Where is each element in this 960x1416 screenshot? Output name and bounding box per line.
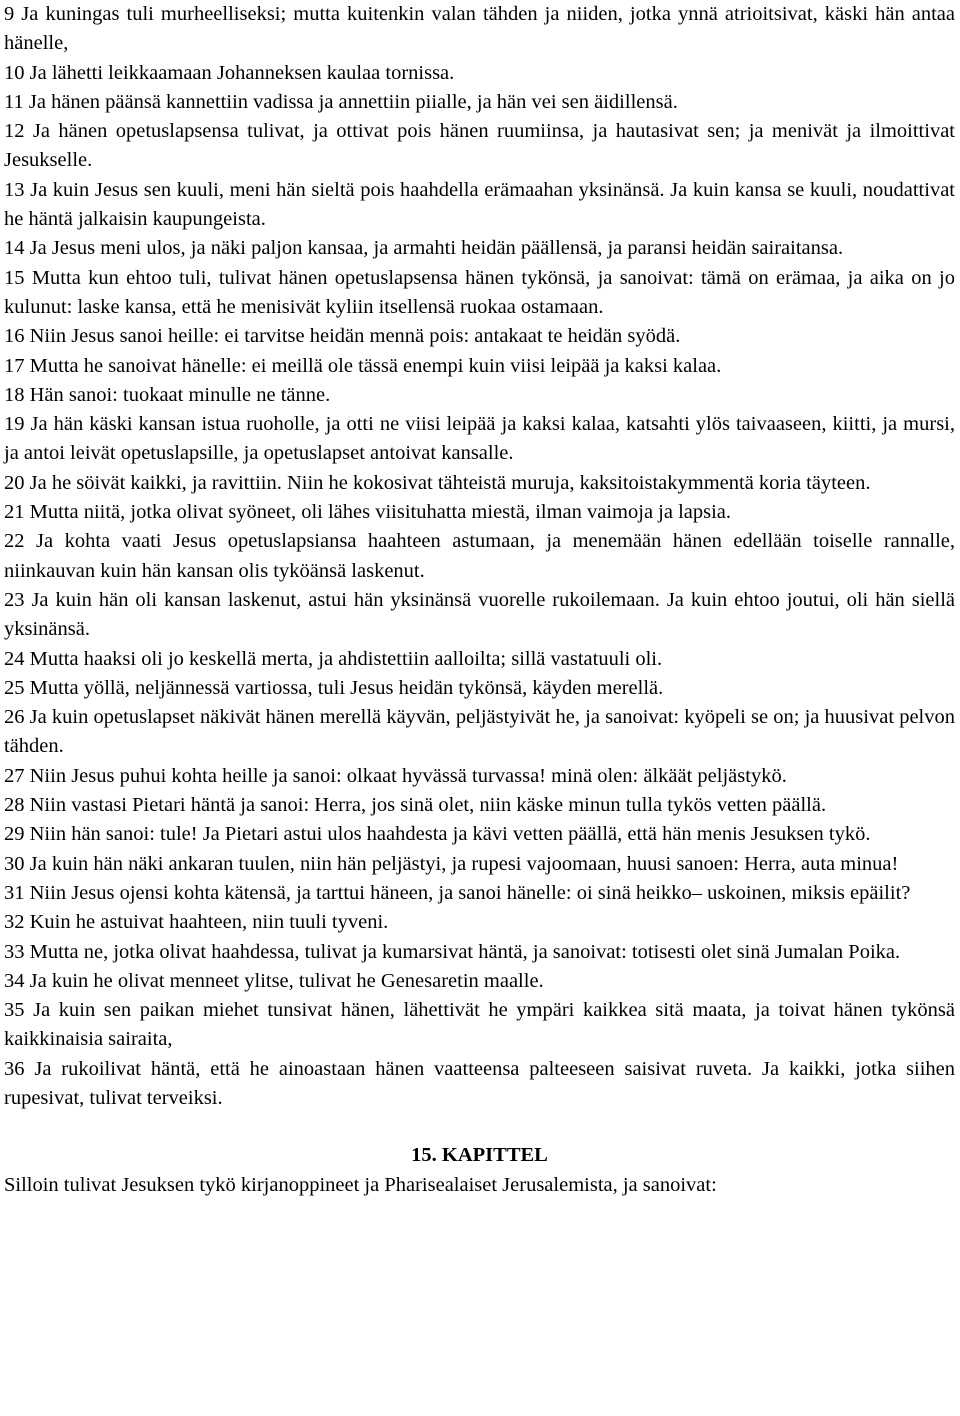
verse-10: 10 Ja lähetti leikkaamaan Johanneksen kaulaa tornissa. <box>4 61 455 84</box>
verse-22: 22 Ja kohta vaati Jesus opetuslapsiansa haahteen astumaan, ja menemään hänen edellään toiselle rannalle, niinkauvan kuin hän kansan olis tyköänsä laskenut. <box>4 530 955 582</box>
document-page <box>4 0 955 1200</box>
verse-13: 13 Ja kuin Jesus sen kuuli, meni hän sieltä pois haahdella erämaahan yksinänsä. Ja kuin kansa se kuuli, noudattivat he häntä jalkaisin kaupungeista. <box>4 178 955 231</box>
verse-33: 33 Mutta ne, jotka olivat haahdessa, tulivat ja kumarsivat häntä, ja sanoivat: totisesti olet sinä Jumalan Poika. <box>4 940 901 963</box>
verse-12: 12 Ja hänen opetuslapsensa tulivat, ja ottivat pois hänen ruumiinsa, ja hautasivat sen; ja menivät ja ilmoittivat Jesukselle. <box>4 120 955 172</box>
verse-32: 32 Kuin he astuivat haahteen, niin tuuli tyveni. <box>4 911 389 934</box>
verse-20: 20 Ja he söivät kaikki, ja ravittiin. Niin he kokosivat tähteistä muruja, kaksitoistakymmentä koria täyteen. <box>4 471 871 494</box>
verse-29: 29 Niin hän sanoi: tule! Ja Pietari astui ulos haahdesta ja kävi vetten päällä, että hän menis Jesuksen tykö. <box>4 823 871 846</box>
verse-24: 24 Mutta haaksi oli jo keskellä merta, ja ahdistettiin aalloilta; sillä vastatuuli oli. <box>4 647 663 670</box>
verse-23: 23 Ja kuin hän oli kansan laskenut, astui hän yksinänsä vuorelle rukoilemaan. Ja kuin ehtoo joutui, oli hän siellä yksinänsä. <box>4 588 955 641</box>
verse-15: 15 Mutta kun ehtoo tuli, tulivat hänen opetuslapsensa hänen tykönsä, ja sanoivat: tämä on erämaa, ja aika on jo kulunut: laske kansa, että he menisivät kyliin itsellensä ruokaa ostamaan. <box>4 266 955 318</box>
chapter-intro: Silloin tulivat Jesuksen tykö kirjanoppineet ja Pharisealaiset Jerusalemista, ja sanoivat: <box>4 1173 717 1196</box>
verse-27: 27 Niin Jesus puhui kohta heille ja sanoi: olkaat hyvässä turvassa! minä olen: älkäät peljästykö. <box>4 764 787 787</box>
chapter-heading: 15. KAPITTEL <box>411 1144 548 1167</box>
verse-19: 19 Ja hän käski kansan istua ruoholle, ja otti ne viisi leipää ja kaksi kalaa, katsahti ylös taivaaseen, kiitti, ja mursi, ja antoi leivät opetuslapsille, ja opetuslapset antoivat kansalle. <box>4 413 955 465</box>
verse-21: 21 Mutta niitä, jotka olivat syöneet, oli lähes viisituhatta miestä, ilman vaimoja ja lapsia. <box>4 501 732 524</box>
verse-17: 17 Mutta he sanoivat hänelle: ei meillä ole tässä enempi kuin viisi leipää ja kaksi kalaa. <box>4 354 722 377</box>
verse-11: 11 Ja hänen päänsä kannettiin vadissa ja annettiin piialle, ja hän vei sen äidillensä. <box>4 90 678 113</box>
verse-36: 36 Ja rukoilivat häntä, että he ainoastaan hänen vaatteensa palteeseen saisivat ruveta. Ja kaikki, jotka siihen rupesivat, tulivat terveiksi. <box>4 1057 955 1109</box>
verse-30: 30 Ja kuin hän näki ankaran tuulen, niin hän peljästyi, ja rupesi vajoomaan, huusi sanoen: Herra, auta minua! <box>4 852 899 875</box>
verse-16: 16 Niin Jesus sanoi heille: ei tarvitse heidän mennä pois: antakaat te heidän syödä. <box>4 325 681 348</box>
verse-9: 9 Ja kuningas tuli murheelliseksi; mutta kuitenkin valan tähden ja niiden, jotka ynnä atrioitsivat, käski hän antaa hänelle, <box>4 3 955 55</box>
verse-35: 35 Ja kuin sen paikan miehet tunsivat hänen, lähettivät he ympäri kaikkea sitä maata, ja toivat hänen tykönsä kaikkinaisia sairaita, <box>4 999 955 1051</box>
verse-34: 34 Ja kuin he olivat menneet ylitse, tulivat he Genesaretin maalle. <box>4 969 544 992</box>
verse-25: 25 Mutta yöllä, neljännessä vartiossa, tuli Jesus heidän tykönsä, käyden merellä. <box>4 676 664 699</box>
verse-28: 28 Niin vastasi Pietari häntä ja sanoi: Herra, jos sinä olet, niin käske minun tulla tykös vetten päällä. <box>4 794 827 817</box>
verse-list <box>4 0 955 1113</box>
verse-18: 18 Hän sanoi: tuokaat minulle ne tänne. <box>4 383 331 406</box>
verse-31: 31 Niin Jesus ojensi kohta kätensä, ja tarttui häneen, ja sanoi hänelle: oi sinä heikko– uskoinen, miksis epäilit? <box>4 881 911 904</box>
verse-26: 26 Ja kuin opetuslapset näkivät hänen merellä käyvän, peljästyivät he, ja sanoivat: kyöpeli se on; ja huusivat pelvon tähden. <box>4 706 955 758</box>
verse-14: 14 Ja Jesus meni ulos, ja näki paljon kansaa, ja armahti heidän päällensä, ja paransi heidän sairaitansa. <box>4 237 844 260</box>
